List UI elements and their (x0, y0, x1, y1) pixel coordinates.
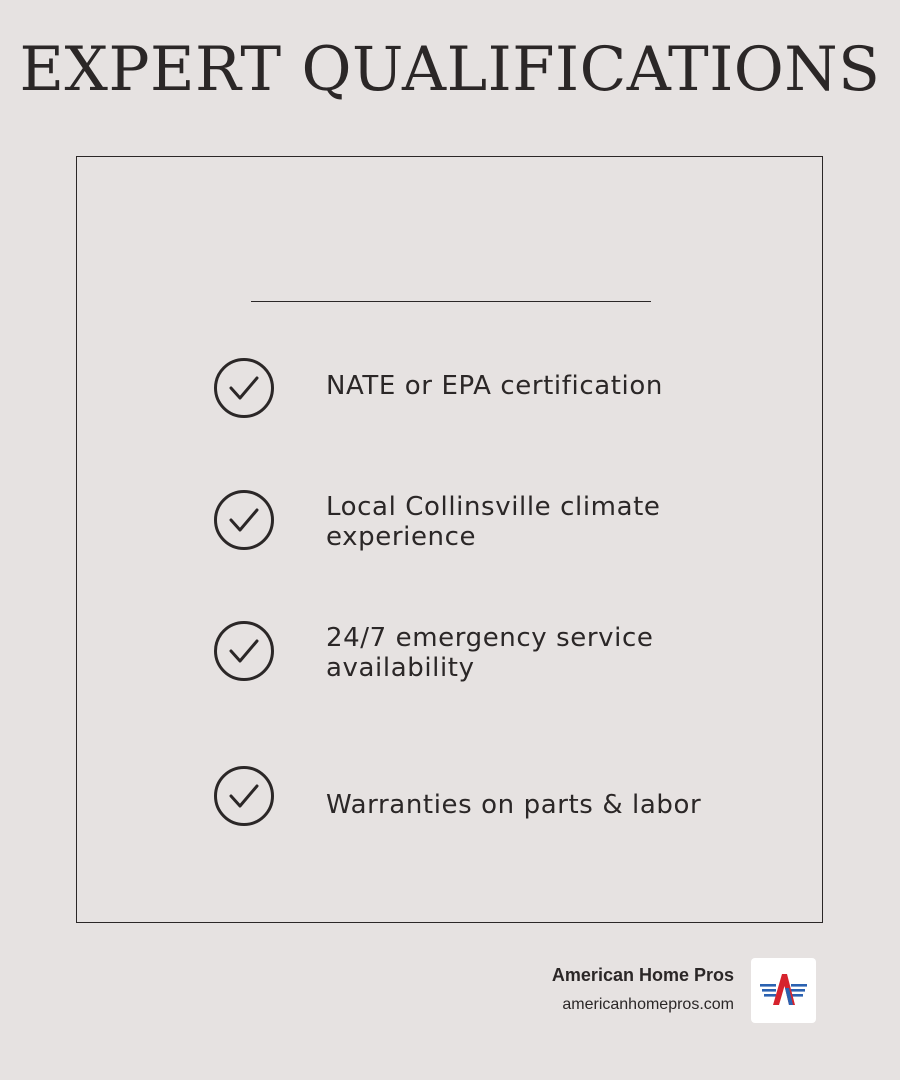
qualification-text: NATE or EPA certification (326, 371, 663, 401)
qualification-text: 24/7 emergency service availability (326, 623, 654, 683)
check-circle-icon (213, 489, 275, 551)
divider-line (251, 301, 651, 302)
check-circle-icon (213, 620, 275, 682)
page-title: EXPERT QUALIFICATIONS (19, 34, 881, 105)
american-home-pros-logo-icon (751, 958, 816, 1023)
qualifications-panel (76, 156, 823, 923)
brand-website[interactable]: americanhomepros.com (562, 996, 734, 1013)
check-circle-icon (213, 765, 275, 827)
qualification-text: Warranties on parts & labor (326, 790, 702, 820)
brand-name: American Home Pros (551, 965, 734, 985)
check-circle-icon (213, 357, 275, 419)
qualification-text: Local Collinsville climate experience (326, 492, 661, 552)
